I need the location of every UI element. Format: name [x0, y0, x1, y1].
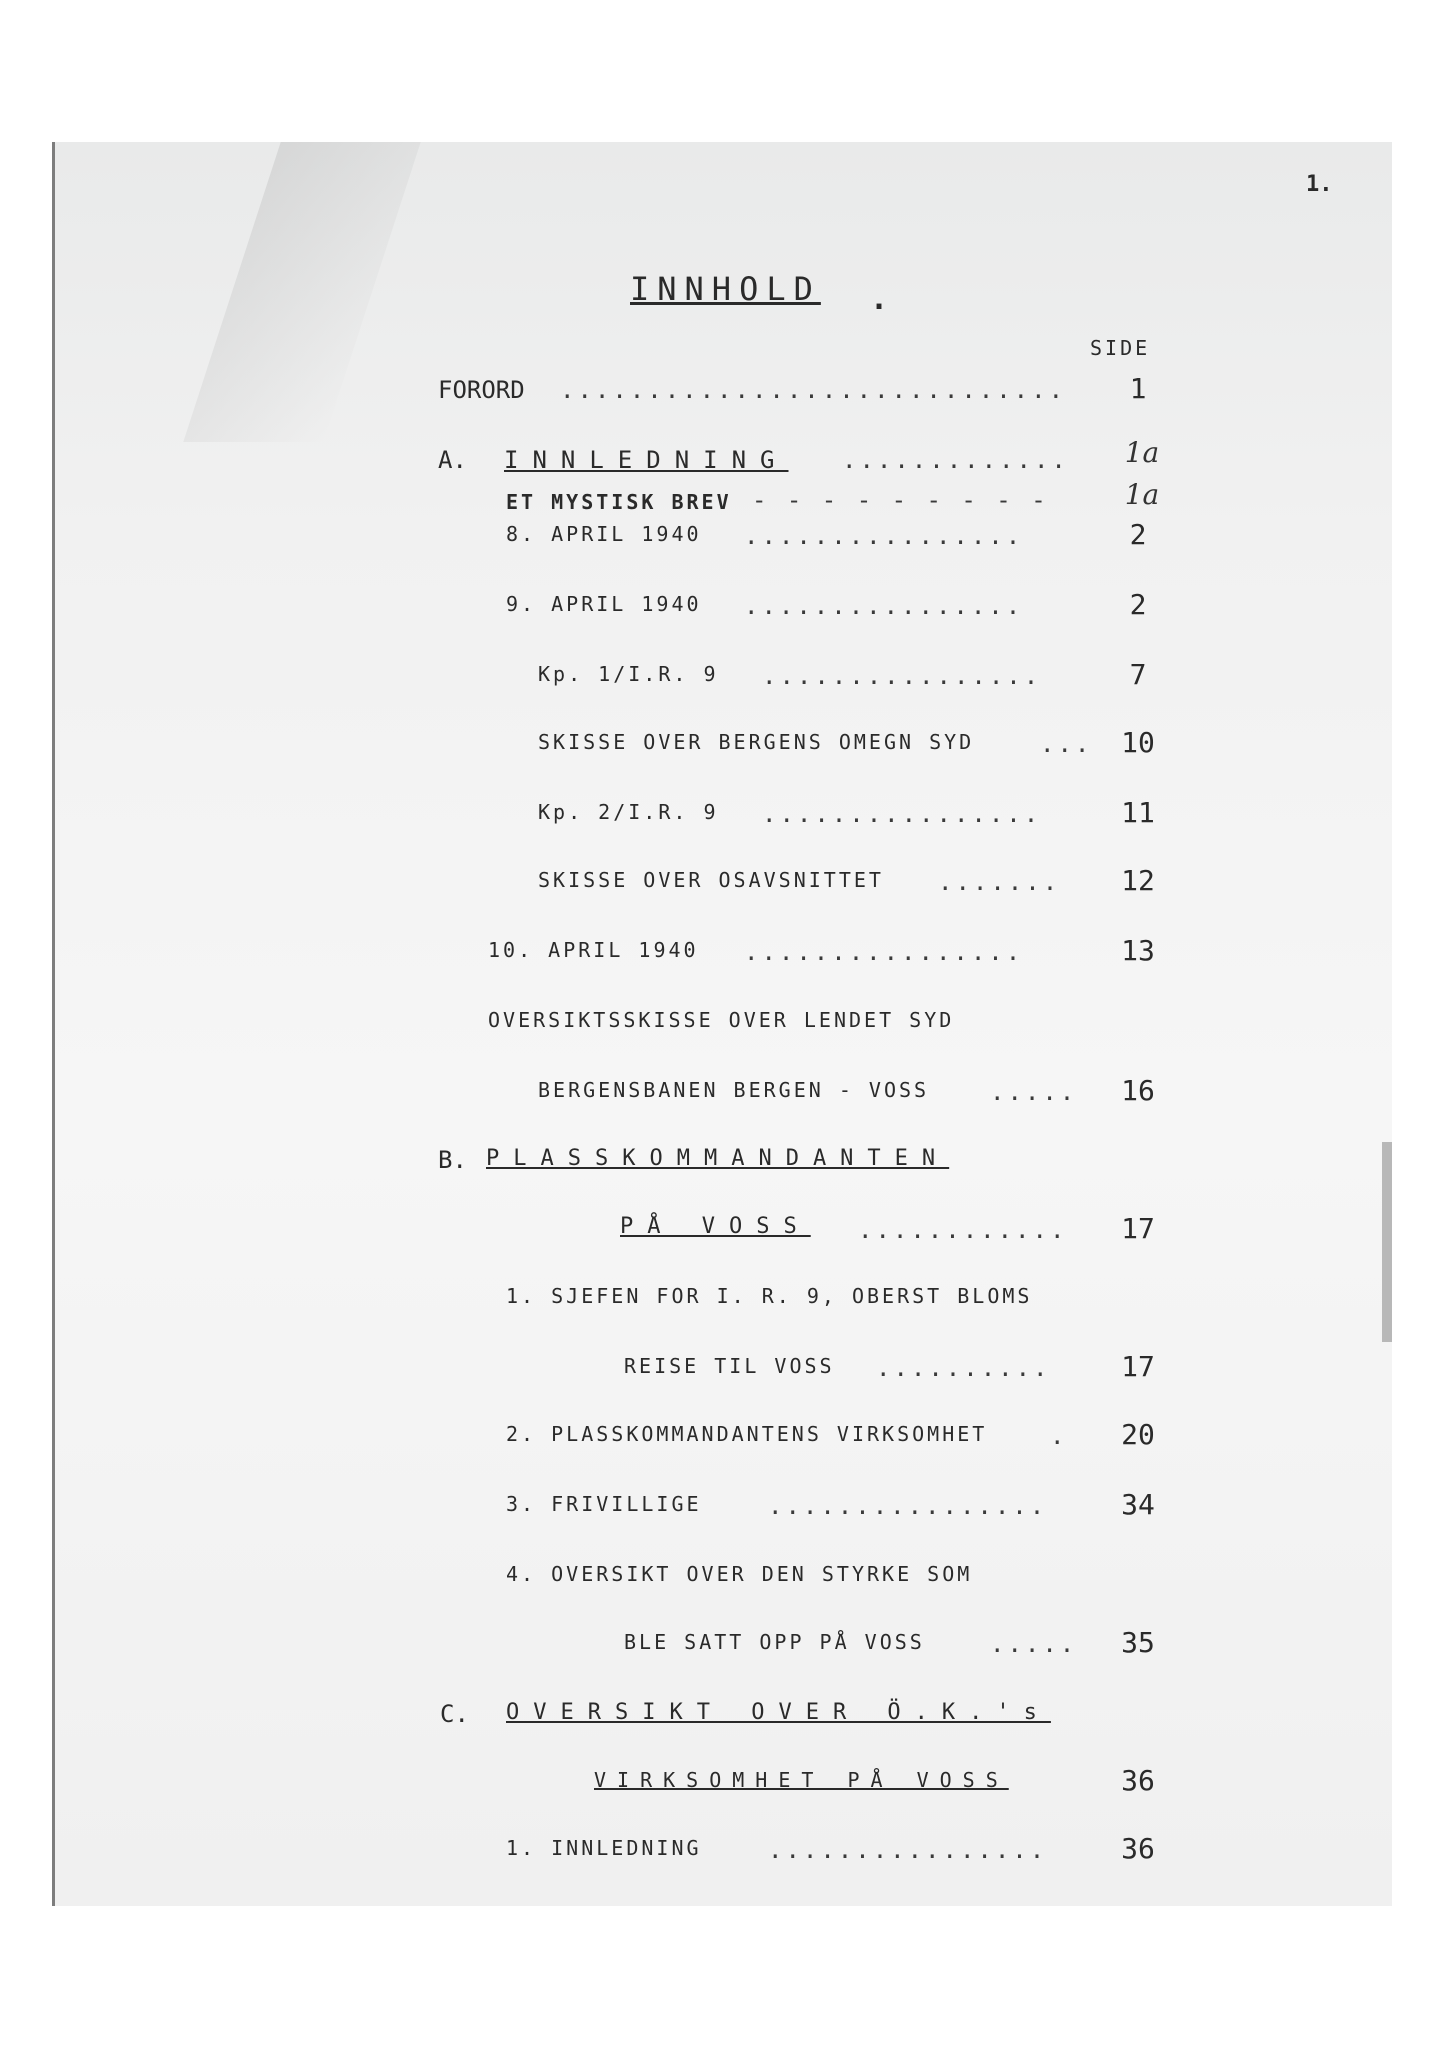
toc-entry-label: 2. PLASSKOMMANDANTENS VIRKSOMHET [506, 1422, 988, 1446]
toc-entry-label: 1. INNLEDNING [506, 1836, 702, 1860]
dot-leader: ............................. [560, 376, 1067, 404]
toc-entry-label: SKISSE OVER BERGENS OMEGN SYD [538, 730, 975, 754]
toc-entry-label: BERGENSBANEN BERGEN - VOSS [538, 1078, 930, 1102]
dot-leader: . [1050, 1422, 1068, 1450]
toc-entry-page: 17 [1121, 1350, 1155, 1383]
toc-entry-label: ET MYSTISK BREV [506, 490, 732, 514]
page-number: 1. [1306, 172, 1333, 197]
dot-leader: .......... [876, 1354, 1051, 1382]
toc-section-heading: PÅ VOSS [620, 1214, 811, 1239]
toc-entry-label: 10. APRIL 1940 [488, 938, 699, 962]
toc-entry-label: Kp. 1/I.R. 9 [538, 662, 719, 686]
section-prefix: B. [438, 1146, 467, 1174]
toc-entry-page: 34 [1121, 1488, 1155, 1521]
toc-entry-page: 36 [1121, 1764, 1155, 1797]
toc-entry-page: 10 [1121, 726, 1155, 759]
toc-entry-page: 7 [1129, 658, 1147, 691]
toc-entry-label: 9. APRIL 1940 [506, 592, 702, 616]
toc-entry-page-handwritten: 1a [1124, 478, 1160, 511]
section-prefix: A. [438, 446, 467, 474]
toc-entry-page: 2 [1129, 518, 1147, 551]
dash-leader: - - - - - - - - - [752, 486, 1049, 514]
dot-leader: ..... [990, 1078, 1078, 1106]
toc-entry-label: 8. APRIL 1940 [506, 522, 702, 546]
toc-section-heading: PLASSKOMMANDANTEN [486, 1146, 950, 1171]
toc-section-heading: VIRKSOMHET PÅ VOSS [594, 1768, 1009, 1792]
toc-section-heading: OVERSIKT OVER Ö.K.'s [506, 1700, 1051, 1725]
toc-entry-label: OVERSIKTSSKISSE OVER LENDET SYD [488, 1008, 955, 1032]
toc-section-heading: INNLEDNING [504, 446, 789, 474]
toc-entry-page: 12 [1121, 864, 1155, 897]
toc-entry-label: 1. SJEFEN FOR I. R. 9, OBERST BLOMS [506, 1284, 1033, 1308]
dot-leader: ................ [768, 1836, 1048, 1864]
dot-leader: ................ [768, 1492, 1048, 1520]
side-column-header: SIDE [1090, 336, 1151, 360]
toc-entry-page: 17 [1121, 1212, 1155, 1245]
dot-leader: ... [1040, 730, 1093, 758]
toc-entry-label: 4. OVERSIKT OVER DEN STYRKE SOM [506, 1562, 973, 1586]
section-prefix: C. [440, 1700, 469, 1728]
toc-entry-label: BLE SATT OPP PÅ VOSS [624, 1630, 925, 1654]
dot-leader: ....... [938, 868, 1061, 896]
toc-entry-page: 13 [1121, 934, 1155, 967]
toc-entry-label: Kp. 2/I.R. 9 [538, 800, 719, 824]
dot-leader: ................ [762, 662, 1042, 690]
title-period: . [870, 282, 889, 317]
toc-entry-page: 11 [1121, 796, 1155, 829]
toc-entry-page: 20 [1121, 1418, 1155, 1451]
page-title: INNHOLD [630, 270, 821, 308]
page-fold-shadow [183, 142, 420, 442]
dot-leader: ................ [744, 522, 1024, 550]
toc-entry-page: 35 [1121, 1626, 1155, 1659]
toc-entry-page: 2 [1129, 588, 1147, 621]
dot-leader: ................ [762, 800, 1042, 828]
dot-leader: ................ [744, 592, 1024, 620]
dot-leader: ............. [842, 446, 1069, 474]
toc-entry-label: SKISSE OVER OSAVSNITTET [538, 868, 884, 892]
dot-leader: ..... [990, 1630, 1078, 1658]
dot-leader: ................ [744, 938, 1024, 966]
toc-entry-page: 36 [1121, 1832, 1155, 1865]
toc-entry-label: FORORD [438, 376, 525, 404]
toc-entry-page-handwritten: 1a [1124, 436, 1160, 469]
toc-entry-label: REISE TIL VOSS [624, 1354, 835, 1378]
dot-leader: ............ [858, 1216, 1068, 1244]
toc-entry-page: 16 [1121, 1074, 1155, 1107]
page-edge-mark [1382, 1142, 1392, 1342]
toc-entry-label: 3. FRIVILLIGE [506, 1492, 702, 1516]
toc-entry-page: 1 [1129, 372, 1147, 405]
